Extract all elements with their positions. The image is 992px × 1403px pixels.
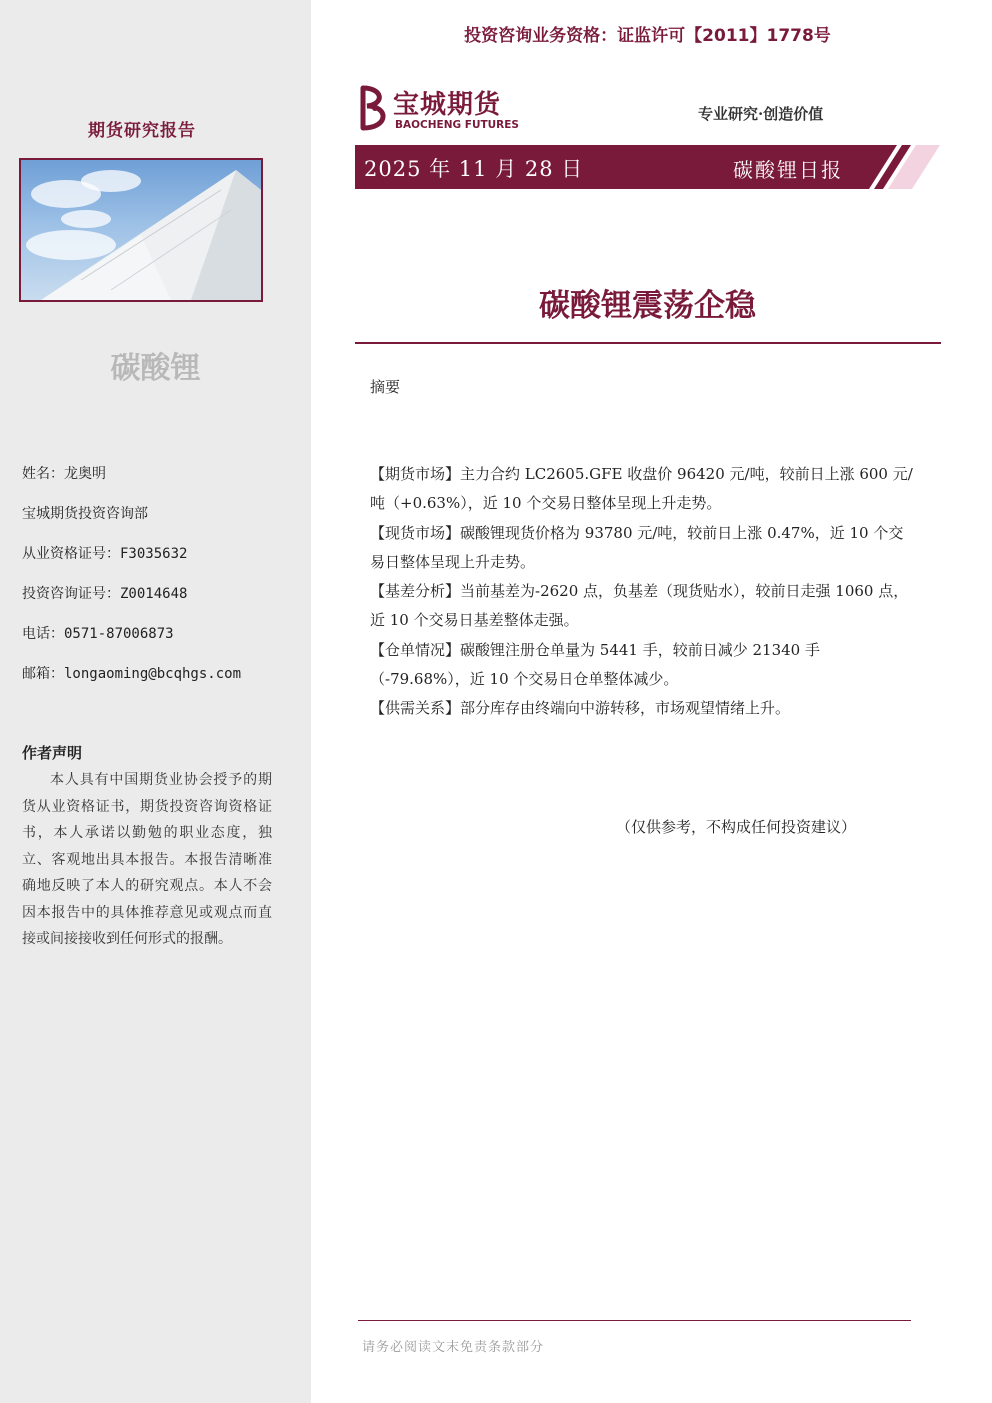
company-logo xyxy=(355,84,535,134)
sidebar xyxy=(0,0,311,1403)
report-type: 碳酸锂日报 xyxy=(733,158,843,182)
logo-text-cn: 宝城期货 xyxy=(393,90,502,120)
summary-body xyxy=(370,460,915,724)
warehouse-receipt-paragraph: 【仓单情况】碳酸锂注册仓单量为 5441 手，较前日减少 21340 手（-79.68%），近 10 个交易日仓单整体减少。 xyxy=(370,640,820,689)
declaration-title: 作者声明 xyxy=(22,744,83,762)
contact-phone: 电话：0571-87006873 xyxy=(22,626,174,642)
report-date: 2025 年 11 月 28 日 xyxy=(364,157,584,181)
salt-mountain-graphic xyxy=(21,160,261,300)
spot-market-paragraph: 【现货市场】碳酸锂现货价格为 93780 元/吨，较前日上涨 0.47%，近 10 个交易日整体呈现上升走势。 xyxy=(370,523,904,571)
report-headline: 碳酸锂震荡企稳 xyxy=(539,288,756,324)
futures-market-paragraph: 【期货市场】主力合约 LC2605.GFE 收盘价 96420 元/吨，较前日上涨 600 元/吨（+0.63%），近 10 个交易日整体呈现上升走势。 xyxy=(370,465,913,513)
contact-department: 宝城期货投资咨询部 xyxy=(22,506,148,522)
sidebar-title: 期货研究报告 xyxy=(88,121,196,141)
footer-divider xyxy=(358,1320,911,1321)
commodity-name: 碳酸锂 xyxy=(110,351,201,386)
summary-label: 摘要 xyxy=(370,378,401,396)
contact-advisory-license: 投资咨询证号：Z0014648 xyxy=(22,586,188,602)
date-banner xyxy=(355,145,940,189)
cover-image xyxy=(19,158,263,302)
slogan: 专业研究·创造价值 xyxy=(698,105,824,123)
headline-divider xyxy=(355,342,941,344)
footer-disclaimer: 请务必阅读文末免责条款部分 xyxy=(362,1340,545,1355)
supply-demand-paragraph: 【供需关系】部分库存由终端向中游转移，市场观望情绪上升。 xyxy=(370,699,791,718)
basis-analysis-paragraph: 【基差分析】当前基差为-2620 点，负基差（现货贴水），较前日走强 1060 点，近 10 个交易日基差整体走强。 xyxy=(370,582,909,630)
contact-practice-license: 从业资格证号：F3035632 xyxy=(22,546,188,562)
logo-b-icon xyxy=(355,84,391,132)
disclaimer-note: （仅供参考，不构成任何投资建议） xyxy=(616,818,857,836)
contact-email: 邮箱：longaoming@bcqhgs.com xyxy=(22,666,242,682)
license-notice: 投资咨询业务资格：证监许可【2011】1778号 xyxy=(464,26,831,46)
logo-text-en: BAOCHENG FUTURES xyxy=(395,119,519,131)
declaration-body: 本人具有中国期货业协会授予的期货从业资格证书，期货投资咨询资格证书，本人承诺以勤勉的职业态度，独立、客观地出具本报告。本报告清晰准确地反映了本人的研究观点。本人不会因本报告中的具体推荐意见或观点而直接或间接接收到任何形式的报酬。 xyxy=(22,772,272,947)
contact-name: 姓名：龙奥明 xyxy=(22,466,106,482)
